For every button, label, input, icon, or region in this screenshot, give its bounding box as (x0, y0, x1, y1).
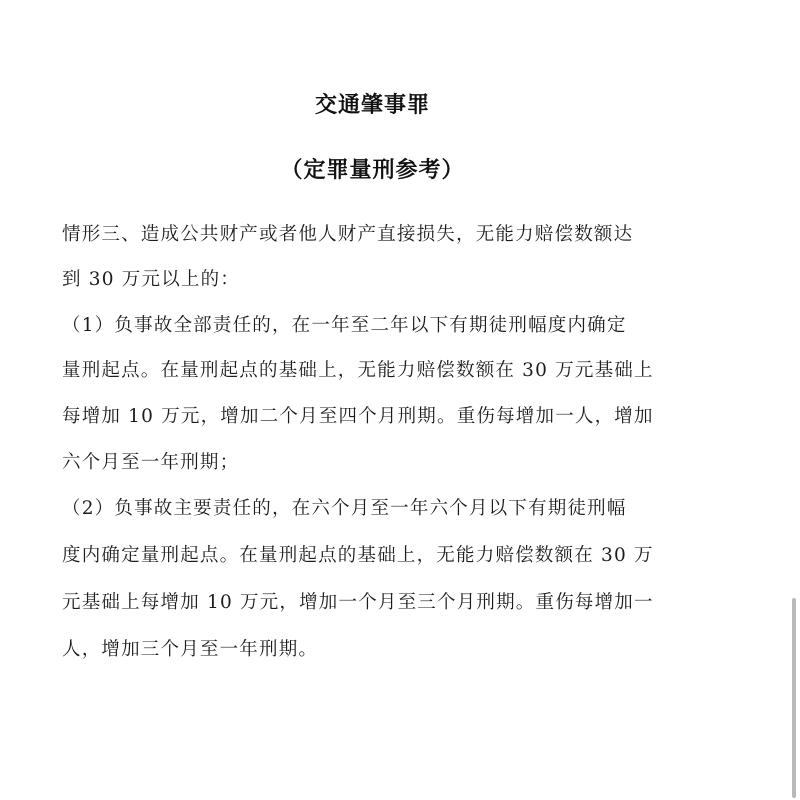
vertical-scrollbar[interactable] (792, 598, 796, 798)
paragraph-line: 到 30 万元以上的： (62, 269, 241, 290)
paragraph-line: 元基础上每增加 10 万元，增加一个月至三个月刑期。重伤每增加一 (62, 592, 654, 613)
paragraph-line: 量刑起点。在量刑起点的基础上，无能力赔偿数额在 30 万元基础上 (62, 360, 654, 381)
paragraph-line: 度内确定量刑起点。在量刑起点的基础上，无能力赔偿数额在 30 万 (62, 545, 654, 566)
paragraph-line: 人，增加三个月至一年刑期。 (62, 639, 319, 660)
paragraph-line: 六个月至一年刑期； (62, 452, 240, 473)
paragraph-line: 每增加 10 万元，增加二个月至四个月刑期。重伤每增加一人，增加 (62, 406, 654, 427)
document-title: 交通肇事罪 (314, 93, 430, 118)
paragraph-line: （2）负事故主要责任的，在六个月至一年六个月以下有期徒刑幅 (62, 498, 627, 519)
document-subtitle: （定罪量刑参考） (280, 158, 465, 183)
paragraph-line: （1）负事故全部责任的，在一年至二年以下有期徒刑幅度内确定 (62, 315, 627, 336)
paragraph-line: 情形三、造成公共财产或者他人财产直接损失，无能力赔偿数额达 (62, 224, 634, 245)
